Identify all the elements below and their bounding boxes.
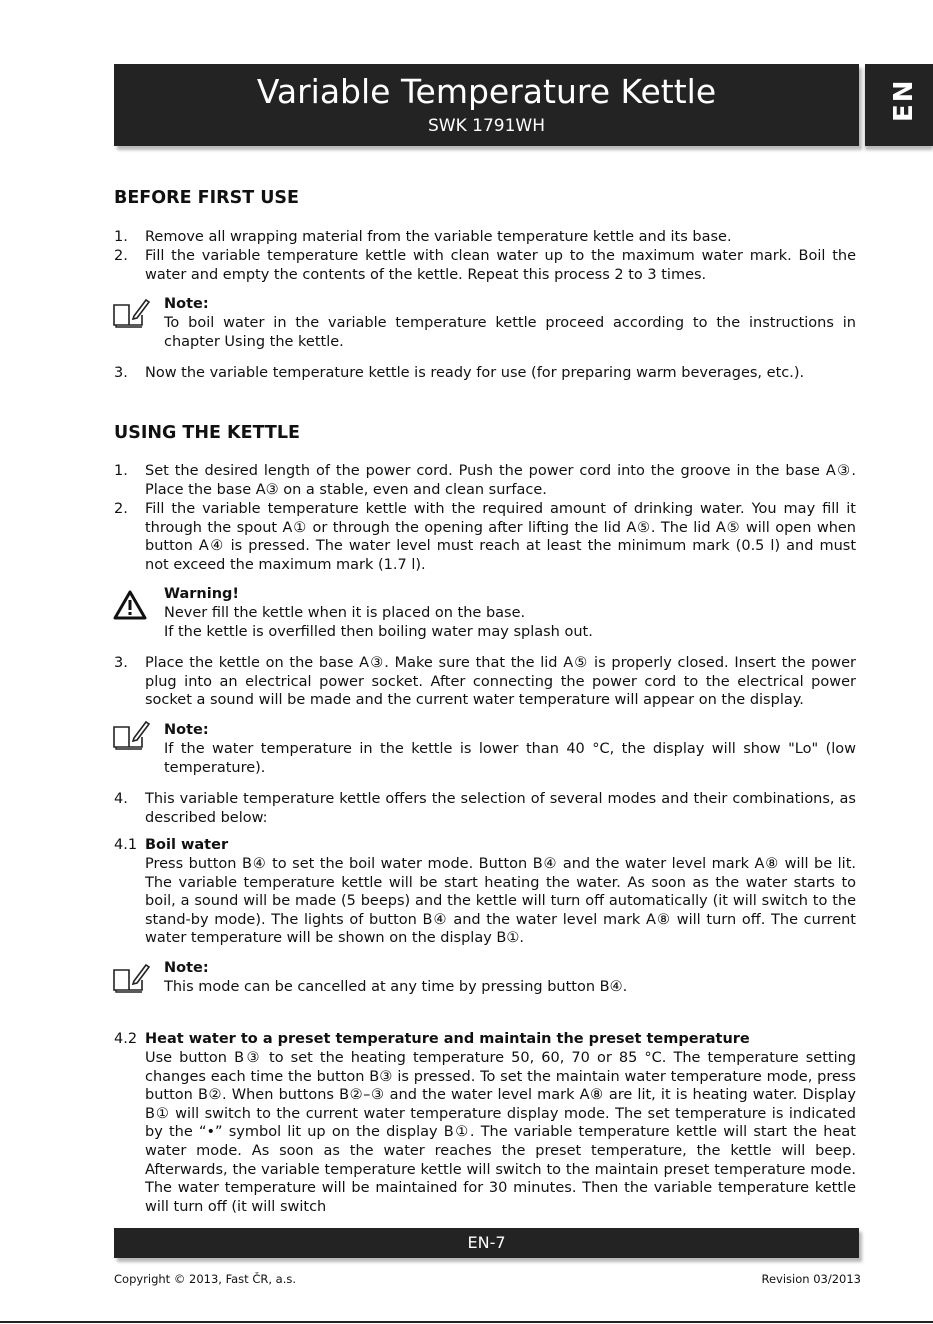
- subsection-title-preset-temperature: Heat water to a preset temperature and maintain the preset temperature: [145, 1031, 750, 1047]
- step-number: 3.: [114, 365, 128, 381]
- note-label: Note:: [164, 722, 209, 738]
- step-text: Fill the variable temperature kettle with clean water up to the maximum water mark. Boil the water and empty the contents of the kettle. Repeat this process 2 to 3 times.: [145, 248, 856, 283]
- note-book-icon: [112, 963, 150, 993]
- note-text: To boil water in the variable temperature kettle proceed according to the instructions in chapter Using the kettle.: [164, 315, 856, 350]
- note-label: Note:: [164, 960, 209, 976]
- warning-line: Never fill the kettle when it is placed on the base.: [164, 605, 526, 621]
- document-title: Variable Temperature Kettle: [256, 72, 717, 111]
- language-tab: [865, 64, 933, 146]
- step-number: 2.: [114, 248, 128, 264]
- page-number: EN-7: [467, 1233, 506, 1252]
- warning-label: Warning!: [164, 586, 240, 602]
- language-label: EN: [889, 78, 919, 122]
- note-text: If the water temperature in the kettle is lower than 40 °C, the display will show "Lo" (low temperature).: [164, 741, 856, 776]
- warning-line: If the kettle is overfilled then boiling water may splash out.: [164, 624, 593, 640]
- revision: Revision 03/2013: [761, 1272, 861, 1286]
- page-number-bar: [114, 1228, 859, 1258]
- page-bottom-rule: [0, 1321, 933, 1323]
- step-number: 1.: [114, 229, 128, 245]
- title-banner: [114, 64, 859, 146]
- subsection-text: Use button B③ to set the heating temperature 50, 60, 70 or 85 °C. The temperature setting changes each time the button B③ is pressed. To set the maintain water temperature mode, press button B②. When buttons B②–③ and the water level mark A⑧ are lit, it is heating water. Display B① will switch to the current water temperature display mode. The set temperature is indicated by the “•” symbol lit up on the display B①. The variable temperature kettle will start the heat water mode. As soon as the water reaches the preset temperature, the kettle will beep. Afterwards, the variable temperature kettle will switch to the maintain preset temperature mode. The water temperature will be maintained for 30 minutes. Then the variable temperature kettle will turn off (it will switch: [145, 1050, 856, 1215]
- step-text: Now the variable temperature kettle is ready for use (for preparing warm beverages, etc.).: [145, 365, 805, 381]
- step-text: Set the desired length of the power cord. Push the power cord into the groove in the base A③. Place the base A③ on a stable, even and clean surface.: [145, 463, 856, 498]
- step-number: 3.: [114, 655, 128, 671]
- step-text: Place the kettle on the base A③. Make sure that the lid A⑤ is properly closed. Insert the power plug into an electrical power socket. After connecting the power cord to the electrical power socket a sound will be made and the current water temperature will appear on the display.: [145, 655, 856, 709]
- subsection-number: 4.1: [114, 837, 138, 853]
- model-number: SWK 1791WH: [427, 116, 545, 136]
- note-label: Note:: [164, 296, 209, 312]
- step-text: Remove all wrapping material from the variable temperature kettle and its base.: [145, 229, 732, 245]
- subsection-text: Press button B④ to set the boil water mode. Button B④ and the water level mark A⑧ will be lit. The variable temperature kettle will be start heating the water. As soon as the water starts to boil, a sound will be made (5 beeps) and the kettle will turn off automatically (it will switch to the stand-by mode). The lights of button B④ and the water level mark A⑧ will turn off. The current water temperature will be shown on the display B①.: [145, 856, 856, 947]
- section-heading-using-the-kettle: USING THE KETTLE: [114, 423, 300, 443]
- step-text: Fill the variable temperature kettle with the required amount of drinking water. You may fill it through the spout A① or through the opening after lifting the lid A⑤. The lid A⑤ will open when button A④ is pressed. The water level must reach at least the minimum mark (0.5 l) and must not exceed the maximum mark (1.7 l).: [145, 501, 856, 573]
- step-text: This variable temperature kettle offers the selection of several modes and their combinations, as described below:: [145, 791, 856, 826]
- note-text: This mode can be cancelled at any time by pressing button B④.: [164, 979, 628, 995]
- subsection-title-boil-water: Boil water: [145, 837, 229, 853]
- note-book-icon: [112, 298, 150, 328]
- note-book-icon: [112, 720, 150, 750]
- step-number: 4.: [114, 791, 128, 807]
- copyright: Copyright © 2013, Fast ČR, a.s.: [114, 1272, 297, 1286]
- section-heading-before-first-use: BEFORE FIRST USE: [114, 188, 299, 208]
- warning-icon: [113, 590, 147, 620]
- step-number: 1.: [114, 463, 128, 479]
- subsection-number: 4.2: [114, 1031, 138, 1047]
- step-number: 2.: [114, 501, 128, 517]
